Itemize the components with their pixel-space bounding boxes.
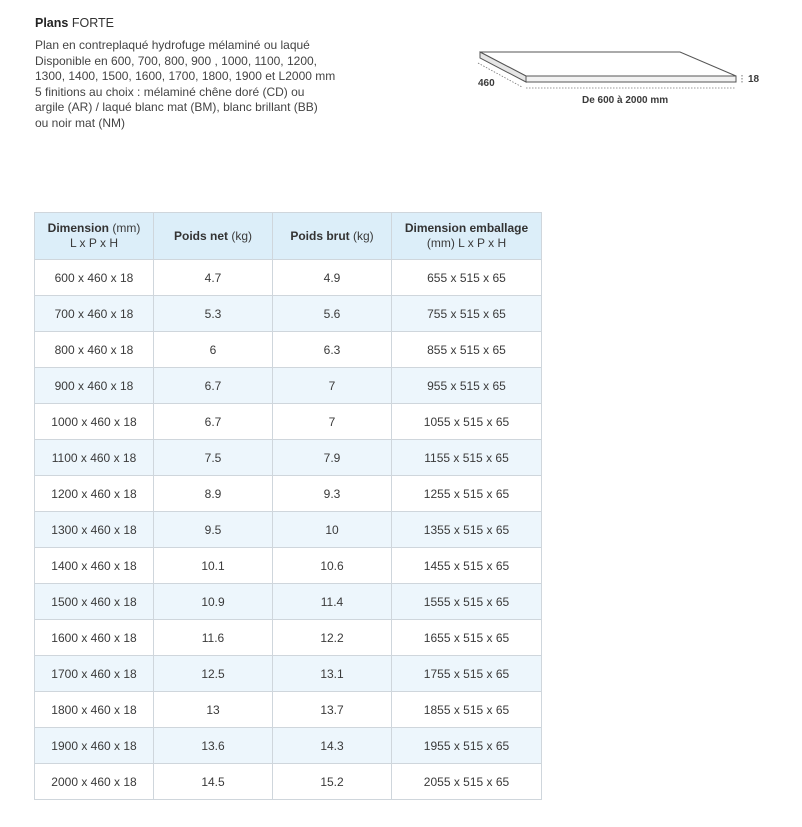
- table-cell: 13: [154, 692, 273, 728]
- table-cell: 700 x 460 x 18: [35, 296, 154, 332]
- header-gross-weight: Poids brut (kg): [273, 213, 392, 260]
- table-cell: 1755 x 515 x 65: [392, 656, 542, 692]
- table-row: [35, 296, 542, 332]
- panel-diagram: [470, 44, 790, 114]
- product-description: [35, 38, 355, 131]
- table-cell: 955 x 515 x 65: [392, 368, 542, 404]
- table-cell: 5.3: [154, 296, 273, 332]
- table-cell: 1955 x 515 x 65: [392, 728, 542, 764]
- table-cell: 855 x 515 x 65: [392, 332, 542, 368]
- table-cell: 1655 x 515 x 65: [392, 620, 542, 656]
- table-cell: 1255 x 515 x 65: [392, 476, 542, 512]
- table-row: [35, 332, 542, 368]
- table-cell: 755 x 515 x 65: [392, 296, 542, 332]
- table-row: [35, 548, 542, 584]
- page-title: [35, 16, 114, 30]
- table-cell: 7: [273, 368, 392, 404]
- table-row: [35, 476, 542, 512]
- description-line: ou noir mat (NM): [35, 115, 126, 130]
- table-cell: 1555 x 515 x 65: [392, 584, 542, 620]
- header-package-dimension: Dimension emballage (mm) L x P x H: [392, 213, 542, 260]
- table-cell: 9.5: [154, 512, 273, 548]
- description-line: 1300, 1400, 1500, 1600, 1700, 1800, 1900 et L2000 mm: [35, 69, 336, 83]
- table-row: [35, 692, 542, 728]
- table-cell: 1800 x 460 x 18: [35, 692, 154, 728]
- table-cell: 900 x 460 x 18: [35, 368, 154, 404]
- table-cell: 2000 x 460 x 18: [35, 764, 154, 800]
- description-line: argile (AR) / laqué blanc mat (BM), blanc brillant (BB): [35, 100, 318, 114]
- table-cell: 12.5: [154, 656, 273, 692]
- table-cell: 1055 x 515 x 65: [392, 404, 542, 440]
- title-bold: Plans: [35, 16, 69, 30]
- description-line: Disponible en 600, 700, 800, 900 , 1000, 1100, 1200,: [35, 53, 318, 68]
- description-line: Plan en contreplaqué hydrofuge mélaminé ou laqué: [35, 38, 310, 52]
- depth-label: 460: [478, 78, 495, 89]
- table-cell: 1600 x 460 x 18: [35, 620, 154, 656]
- table-cell: 1300 x 460 x 18: [35, 512, 154, 548]
- table-cell: 1855 x 515 x 65: [392, 692, 542, 728]
- table-cell: 4.9: [273, 260, 392, 296]
- header-net-weight: Poids net (kg): [154, 213, 273, 260]
- table-cell: 14.5: [154, 764, 273, 800]
- table-row: [35, 728, 542, 764]
- table-cell: 6.3: [273, 332, 392, 368]
- table-cell: 14.3: [273, 728, 392, 764]
- table-cell: 11.4: [273, 584, 392, 620]
- table-cell: 2055 x 515 x 65: [392, 764, 542, 800]
- table-row: [35, 512, 542, 548]
- table-row: [35, 584, 542, 620]
- table-cell: 7.5: [154, 440, 273, 476]
- table-cell: 655 x 515 x 65: [392, 260, 542, 296]
- table-row: [35, 656, 542, 692]
- table-cell: 5.6: [273, 296, 392, 332]
- table-row: [35, 260, 542, 296]
- table-row: [35, 764, 542, 800]
- table-cell: 4.7: [154, 260, 273, 296]
- table-cell: 11.6: [154, 620, 273, 656]
- table-row: [35, 404, 542, 440]
- table-row: [35, 620, 542, 656]
- description-line: 5 finitions au choix : mélaminé chêne doré (CD) ou: [35, 84, 305, 99]
- table-cell: 1900 x 460 x 18: [35, 728, 154, 764]
- table-cell: 1500 x 460 x 18: [35, 584, 154, 620]
- table-header-row: [35, 213, 542, 260]
- table-cell: 10.1: [154, 548, 273, 584]
- table-cell: 1455 x 515 x 65: [392, 548, 542, 584]
- table-cell: 9.3: [273, 476, 392, 512]
- table-cell: 10.9: [154, 584, 273, 620]
- table-cell: 1000 x 460 x 18: [35, 404, 154, 440]
- specifications-table: [34, 212, 542, 800]
- table-cell: 6: [154, 332, 273, 368]
- table-cell: 600 x 460 x 18: [35, 260, 154, 296]
- table-cell: 13.6: [154, 728, 273, 764]
- table-cell: 800 x 460 x 18: [35, 332, 154, 368]
- title-rest: FORTE: [68, 16, 114, 30]
- table-cell: 13.1: [273, 656, 392, 692]
- table-cell: 1200 x 460 x 18: [35, 476, 154, 512]
- height-label: 18: [748, 74, 760, 85]
- table-cell: 1700 x 460 x 18: [35, 656, 154, 692]
- table-cell: 1400 x 460 x 18: [35, 548, 154, 584]
- table-cell: 1155 x 515 x 65: [392, 440, 542, 476]
- table-cell: 13.7: [273, 692, 392, 728]
- table-cell: 15.2: [273, 764, 392, 800]
- table-cell: 8.9: [154, 476, 273, 512]
- table-cell: 6.7: [154, 368, 273, 404]
- length-label: De 600 à 2000 mm: [582, 95, 669, 106]
- table-cell: 10.6: [273, 548, 392, 584]
- table-cell: 7: [273, 404, 392, 440]
- table-cell: 1100 x 460 x 18: [35, 440, 154, 476]
- table-cell: 10: [273, 512, 392, 548]
- table-cell: 7.9: [273, 440, 392, 476]
- table-row: [35, 368, 542, 404]
- table-cell: 12.2: [273, 620, 392, 656]
- table-cell: 6.7: [154, 404, 273, 440]
- header-dimension: Dimension (mm) L x P x H: [35, 213, 154, 260]
- table-row: [35, 440, 542, 476]
- table-cell: 1355 x 515 x 65: [392, 512, 542, 548]
